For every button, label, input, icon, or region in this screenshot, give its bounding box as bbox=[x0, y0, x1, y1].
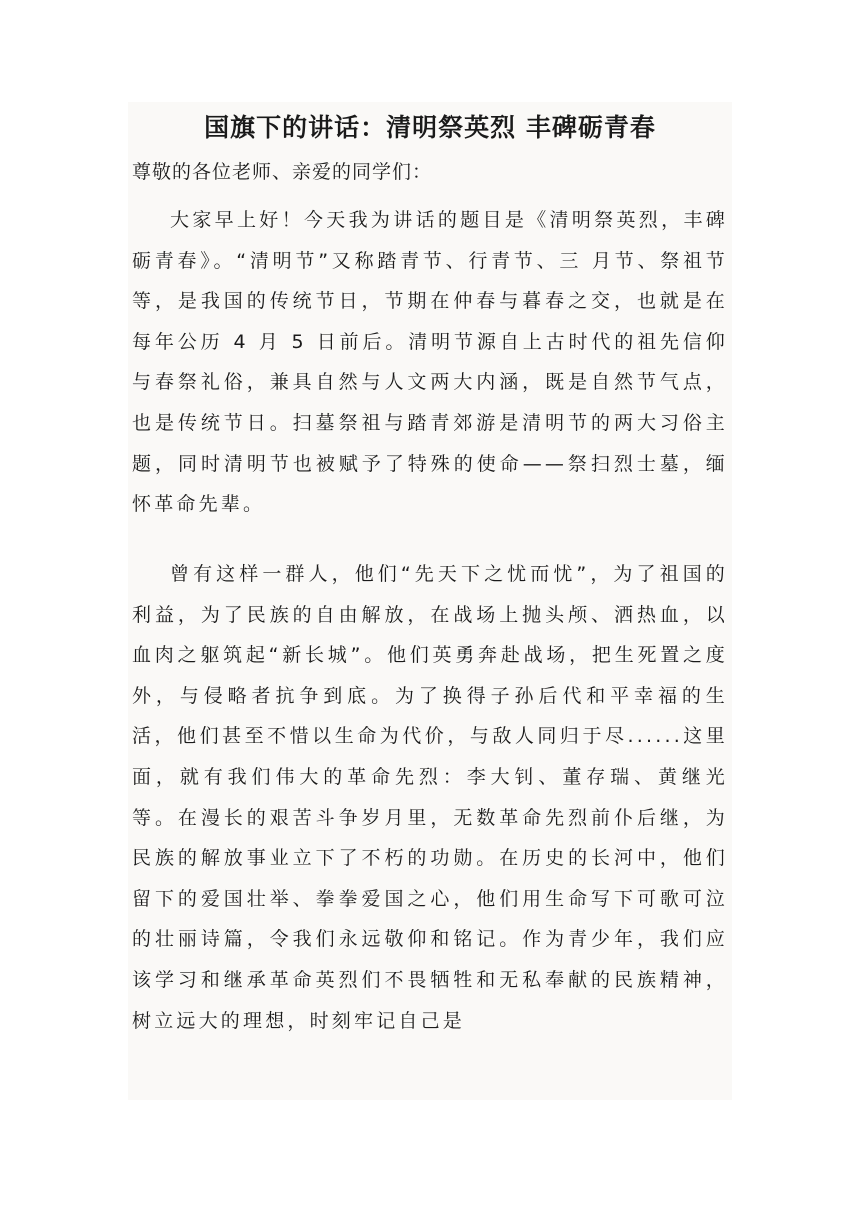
paragraph-2: 曾有这样一群人，他们“先天下之忧而忧”，为了祖国的利益，为了民族的自由解放，在战场上抛头颅、洒热血，以血肉之躯筑起“新长城”。他们英勇奔赴战场，把生死置之度外，与侵略者抗争到底。为了换得子孙后代和平幸福的生活，他们甚至不惜以生命为代价，与敌人同归于尽......这里面，就有我们伟大的革命先烈：李大钊、董存瑞、黄继光等。在漫长的艰苦斗争岁月里，无数革命先烈前仆后继，为民族的解放事业立下了不朽的功勋。在历史的长河中，他们留下的爱国壮举、拳拳爱国之心，他们用生命写下可歌可泣的壮丽诗篇，令我们永远敬仰和铭记。作为青少年，我们应该学习和继承革命英烈们不畏牺牲和无私奉献的民族精神，树立远大的理想，时刻牢记自己是 bbox=[132, 563, 728, 1032]
document-title: 国旗下的讲话：清明祭英烈 丰碑砺青春 bbox=[204, 113, 656, 142]
salutation: 尊敬的各位老师、亲爱的同学们： bbox=[132, 161, 433, 183]
paragraph-1: 大家早上好！今天我为讲话的题目是《清明祭英烈，丰碑砺青春》。“清明节”又称踏青节、行青节、三 月节、祭祖节等，是我国的传统节日，节期在仲春与暮春之交，也就是在每年公历 4 月 5 日前后。清明节源自上古时代的祖先信仰与春祭礼俗，兼具自然与人文两大内涵，既是自然节气点，也是传统节日。扫墓祭祖与踏青郊游是清明节的两大习俗主题，同时清明节也被赋予了特殊的使命——祭扫烈士墓，缅怀革命先辈。 bbox=[132, 209, 728, 516]
